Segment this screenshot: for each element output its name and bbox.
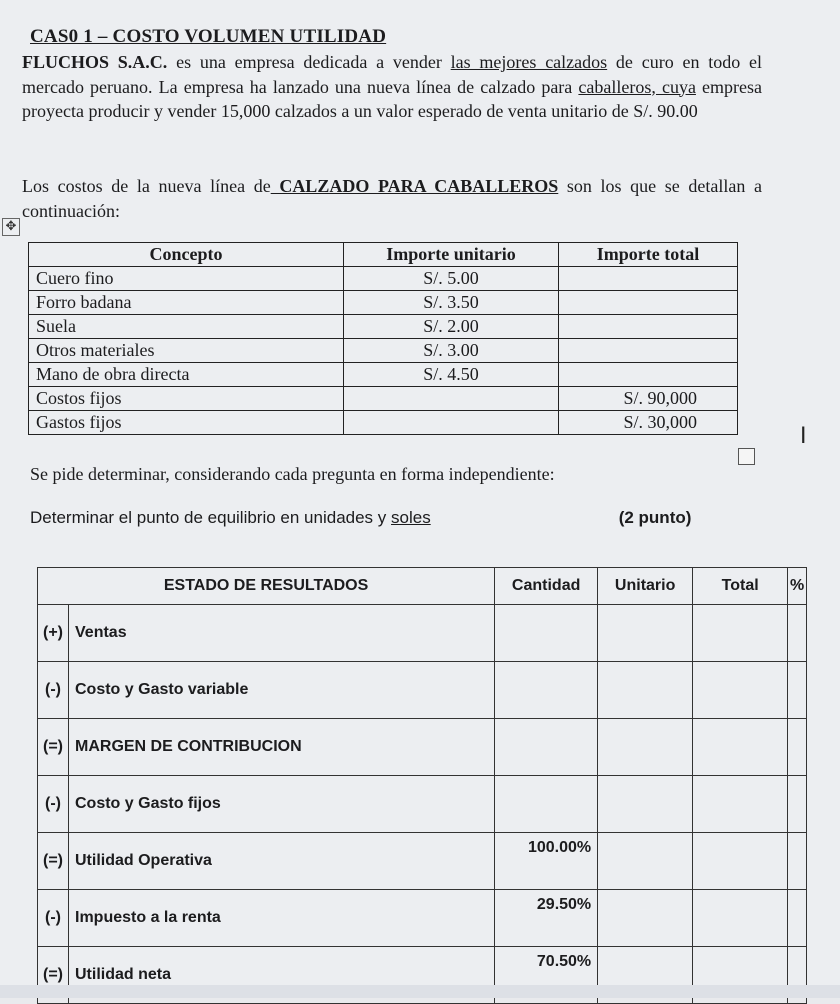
intro-text-2: de curo en todo el mercado peruano. La empresa ha lanzado una nueva línea de calzado para [22,52,763,97]
row-cantidad[interactable]: 70.50% [495,947,598,1004]
row-label: Costo y Gasto variable [69,662,495,719]
header-cantidad: Cantidad [495,568,598,605]
row-percent[interactable] [788,719,807,776]
row-unitario[interactable] [598,605,693,662]
product-name: CALZADO PARA CABALLEROS [270,176,559,196]
table-row [29,363,738,387]
row-percent[interactable] [788,833,807,890]
intro-text-1: es una empresa dedicada a vender [167,52,451,72]
row-cantidad[interactable] [495,662,598,719]
estado-resultados-table [37,567,807,1004]
row-label: Ventas [69,605,495,662]
instruction-text: Se pide determinar, considerando cada pregunta en forma independiente: [30,464,555,484]
table-row [38,605,807,662]
table-row [29,387,738,411]
page-bottom-edge [0,985,840,998]
table-row [29,339,738,363]
row-total[interactable] [693,833,788,890]
row-percent[interactable] [788,605,807,662]
row-label: Costo y Gasto fijos [69,776,495,833]
header-unitario: Unitario [598,568,693,605]
cell-concepto: Costos fijos [29,387,344,411]
question-text [30,508,691,528]
row-sign: (-) [38,662,69,719]
header-concepto: Concepto [29,243,344,267]
row-sign: (=) [38,947,69,1004]
row-sign: (=) [38,719,69,776]
cell-unitario: S/. 3.50 [344,291,559,315]
table-row [29,411,738,435]
cell-total: S/. 90,000 [559,387,738,411]
intro-text-3: empresa proyecta producir y vender 15,000 calzados a un valor esperado de venta unitario de S/. 90.00 [22,76,763,121]
table-move-handle-icon[interactable]: ✥ [2,218,20,236]
row-sign: (=) [38,833,69,890]
cell-total [559,339,738,363]
costs-intro-text-1: Los costos de la nueva línea de [22,176,271,196]
case-title: CAS0 1 – COSTO VOLUMEN UTILIDAD [30,26,387,47]
cell-unitario: S/. 5.00 [344,267,559,291]
row-label: Impuesto a la renta [69,890,495,947]
row-unitario[interactable] [598,890,693,947]
cell-concepto: Otros materiales [29,339,344,363]
row-total[interactable] [693,776,788,833]
table-row [38,662,807,719]
row-total[interactable] [693,605,788,662]
cell-concepto: Gastos fijos [29,411,344,435]
table-row [38,833,807,890]
cell-unitario: S/. 2.00 [344,315,559,339]
row-cantidad[interactable] [495,776,598,833]
intro-underlined-2: caballeros, cuya [578,76,696,97]
table-row [29,291,738,315]
cell-total [559,315,738,339]
row-unitario[interactable] [598,719,693,776]
question-points: (2 punto) [618,508,692,527]
row-total[interactable] [693,890,788,947]
row-total[interactable] [693,719,788,776]
cell-total: S/. 30,000 [559,411,738,435]
intro-underlined-1: las mejores calzados [450,52,608,72]
row-cantidad[interactable]: 29.50% [495,890,598,947]
costs-intro-paragraph [22,174,762,223]
row-sign: (-) [38,776,69,833]
row-percent[interactable] [788,890,807,947]
row-sign: (-) [38,890,69,947]
row-percent[interactable] [788,776,807,833]
table-row [29,315,738,339]
cell-unitario [344,387,559,411]
row-cantidad[interactable] [495,719,598,776]
row-cantidad[interactable]: 100.00% [495,833,598,890]
question-underlined: soles [391,508,431,527]
costs-header-row [29,243,738,267]
company-name: FLUCHOS S.A.C. [22,52,168,72]
table-row [38,890,807,947]
row-percent[interactable] [788,662,807,719]
header-percent: % [788,568,807,605]
row-label: MARGEN DE CONTRIBUCION [69,719,495,776]
cell-total [559,267,738,291]
text-cursor-icon: I [800,424,807,449]
table-row [29,267,738,291]
question-body: Determinar el punto de equilibrio en unidades y [30,508,392,527]
cell-unitario [344,411,559,435]
costs-intro-text-2: son los que se detallan a continuación: [22,176,762,221]
row-cantidad[interactable] [495,605,598,662]
cell-total [559,291,738,315]
cell-concepto: Cuero fino [29,267,344,291]
header-estado: ESTADO DE RESULTADOS [38,568,495,605]
row-total[interactable] [693,662,788,719]
header-importe-total: Importe total [559,243,738,267]
cell-unitario: S/. 4.50 [344,363,559,387]
row-label: Utilidad neta [69,947,495,1004]
costs-table [28,242,738,435]
estado-header-row [38,568,807,605]
cell-unitario: S/. 3.00 [344,339,559,363]
row-unitario[interactable] [598,662,693,719]
cell-concepto: Suela [29,315,344,339]
row-sign: (+) [38,605,69,662]
header-total: Total [693,568,788,605]
table-row [38,776,807,833]
cell-concepto: Mano de obra directa [29,363,344,387]
cell-total [559,363,738,387]
row-unitario[interactable] [598,776,693,833]
cell-concepto: Forro badana [29,291,344,315]
header-importe-unitario: Importe unitario [344,243,559,267]
table-row [38,719,807,776]
intro-paragraph [22,50,762,124]
table-resize-handle[interactable] [738,448,755,465]
row-label: Utilidad Operativa [69,833,495,890]
row-unitario[interactable] [598,833,693,890]
